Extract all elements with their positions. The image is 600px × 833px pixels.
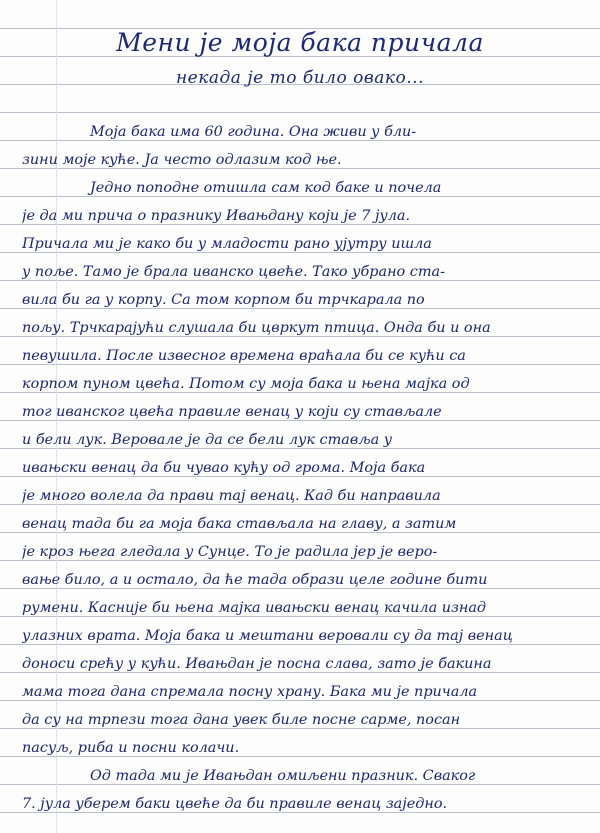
essay-line: улазних врата. Моја бака и мештани веровали су да тај венац [22, 628, 513, 644]
essay-line: у поље. Тамо је брала иванско цвеће. Тако убрано ста- [22, 264, 445, 280]
essay-line: Причала ми је како би у младости рано ујутру ишла [22, 236, 432, 252]
essay-line: тог иванског цвећа правиле венац у који су стављале [22, 404, 442, 420]
essay-body [22, 118, 596, 818]
page-subtitle: некада је то било овако... [175, 68, 424, 88]
essay-line: румени. Касније би њена мајка ивањски венац качила изнад [22, 600, 487, 616]
essay-line: мама тога дана спремала посну храну. Бака ми је причала [22, 684, 478, 700]
essay-line: зини моје куће. Ја често одлазим код ње. [22, 152, 342, 168]
essay-line: ивањски венац да би чувао кућу од грома. Моја бака [22, 460, 426, 476]
essay-line: венац тада би га моја бака стављала на главу, а затим [22, 516, 457, 532]
essay-line: пасуљ, риба и посни колачи. [22, 740, 240, 756]
essay-line: 7. јула уберем баки цвеће да би правиле венац заједно. [22, 796, 448, 812]
essay-line: доноси срећу у кући. Ивањдан је посна слава, зато је бакина [22, 656, 492, 672]
essay-line: Једно поподне отишла сам код баке и почела [90, 180, 442, 196]
essay-line: је да ми прича о празнику Ивањдану који је 7 јула. [22, 208, 411, 224]
essay-line: је много волела да прави тај венац. Кад би направила [22, 488, 441, 504]
essay-line: Моја бака има 60 година. Она живи у бли- [90, 124, 417, 140]
essay-line: да су на трпези тога дана увек биле посне сарме, посан [22, 712, 461, 728]
essay-line: вила би га у корпу. Са том корпом би трчкарала по [22, 292, 425, 308]
essay-line: певушила. После извесног времена враћала би се кући са [22, 348, 466, 364]
essay-line: пољу. Трчкарајући слушала би цвркут птица. Онда би и она [22, 320, 491, 336]
essay-line: вање било, а и остало, да ће тада образи целе године бити [22, 572, 488, 588]
essay-line: корпом пуном цвећа. Потом су моја бака и њена мајка од [22, 376, 470, 392]
essay-line: и бели лук. Веровале је да се бели лук ставља у [22, 432, 393, 448]
essay-line: је кроз њега гледала у Сунце. То је радила јер је веро- [22, 544, 438, 560]
page-title: Мени је моја бака причала [116, 28, 484, 57]
essay-line: Од тада ми је Ивањдан омиљени празник. Сваког [90, 768, 476, 784]
